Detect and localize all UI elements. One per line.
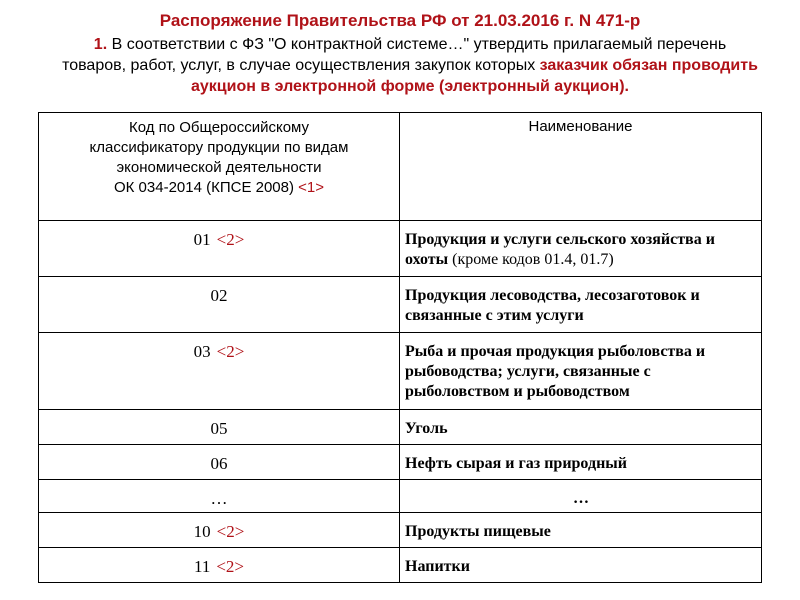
footnote-ref: <1> [298, 179, 325, 196]
row-code-cell [39, 333, 400, 410]
row-note: (кроме кодов 01.4, 01.7) [452, 251, 614, 268]
row-code-cell [39, 513, 400, 548]
row-name-cell [400, 410, 762, 445]
intro-paragraph [60, 34, 760, 97]
footnote-ref: <2> [216, 522, 245, 541]
row-name: Напитки [405, 558, 470, 575]
row-name-cell [400, 221, 762, 277]
row-code-cell [39, 277, 400, 333]
header-code-line: классификатору продукции по видам [89, 139, 349, 156]
row-code: 05 [210, 419, 228, 438]
row-code: 06 [210, 454, 228, 473]
table-row [39, 410, 762, 445]
header-code [39, 113, 400, 221]
row-name-cell [400, 445, 762, 480]
table-row [39, 221, 762, 277]
footnote-ref: <2> [216, 230, 245, 249]
row-name-cell [400, 277, 762, 333]
table-row [39, 548, 762, 583]
header-code-line: экономической деятельности [116, 159, 322, 176]
header-code-line [39, 178, 399, 198]
row-code: … [210, 489, 228, 508]
footnote-ref: <2> [216, 557, 245, 576]
row-code: 02 [210, 286, 228, 305]
row-name: Продукты пищевые [405, 523, 551, 540]
row-name-cell [400, 513, 762, 548]
row-name: … [573, 490, 589, 507]
table-row [39, 480, 762, 513]
row-name-cell [400, 548, 762, 583]
row-name: Продукция лесоводства, лесозаготовок и связанные с этим услуги [405, 287, 700, 324]
goods-list-table [38, 112, 762, 583]
row-code: 01 [193, 230, 211, 249]
table-row [39, 513, 762, 548]
row-code-cell [39, 480, 400, 513]
row-name: Нефть сырая и газ природный [405, 455, 627, 472]
row-code-cell [39, 548, 400, 583]
document-title: Распоряжение Правительства РФ от 21.03.2016 г. N 471-р [159, 11, 641, 30]
paragraph-number: 1. [93, 36, 108, 53]
header-name: Наименование [400, 113, 762, 221]
row-name-cell [400, 480, 762, 513]
intro-text: В соответствии с ФЗ "О контрактной системе…" утвердить прилагаемый перечень товаров, работ, услуг, в случае осуществления закупок которых [62, 36, 727, 74]
row-name-cell [400, 333, 762, 410]
row-name: Продукция и услуги сельского хозяйства и охоты [405, 231, 715, 268]
row-code: 03 [193, 342, 211, 361]
row-code-cell [39, 221, 400, 277]
header-code-line: Код по Общероссийскому [128, 119, 310, 136]
row-code: 11 [193, 557, 211, 576]
intro-highlight: заказчик обязан проводить аукцион в электронной форме (электронный аукцион). [191, 57, 758, 95]
table-header-row [39, 113, 762, 221]
header-code-text: ОК 034-2014 (КПСЕ 2008) [113, 179, 299, 196]
table-row [39, 333, 762, 410]
row-code-cell [39, 410, 400, 445]
table-row [39, 277, 762, 333]
row-code: 10 [193, 522, 211, 541]
row-name: Рыба и прочая продукция рыболовства и рыбоводства; услуги, связанные с рыболовством и рыбоводством [405, 343, 706, 400]
table-row [39, 445, 762, 480]
row-name: Уголь [405, 420, 448, 437]
footnote-ref: <2> [216, 342, 245, 361]
row-code-cell [39, 445, 400, 480]
